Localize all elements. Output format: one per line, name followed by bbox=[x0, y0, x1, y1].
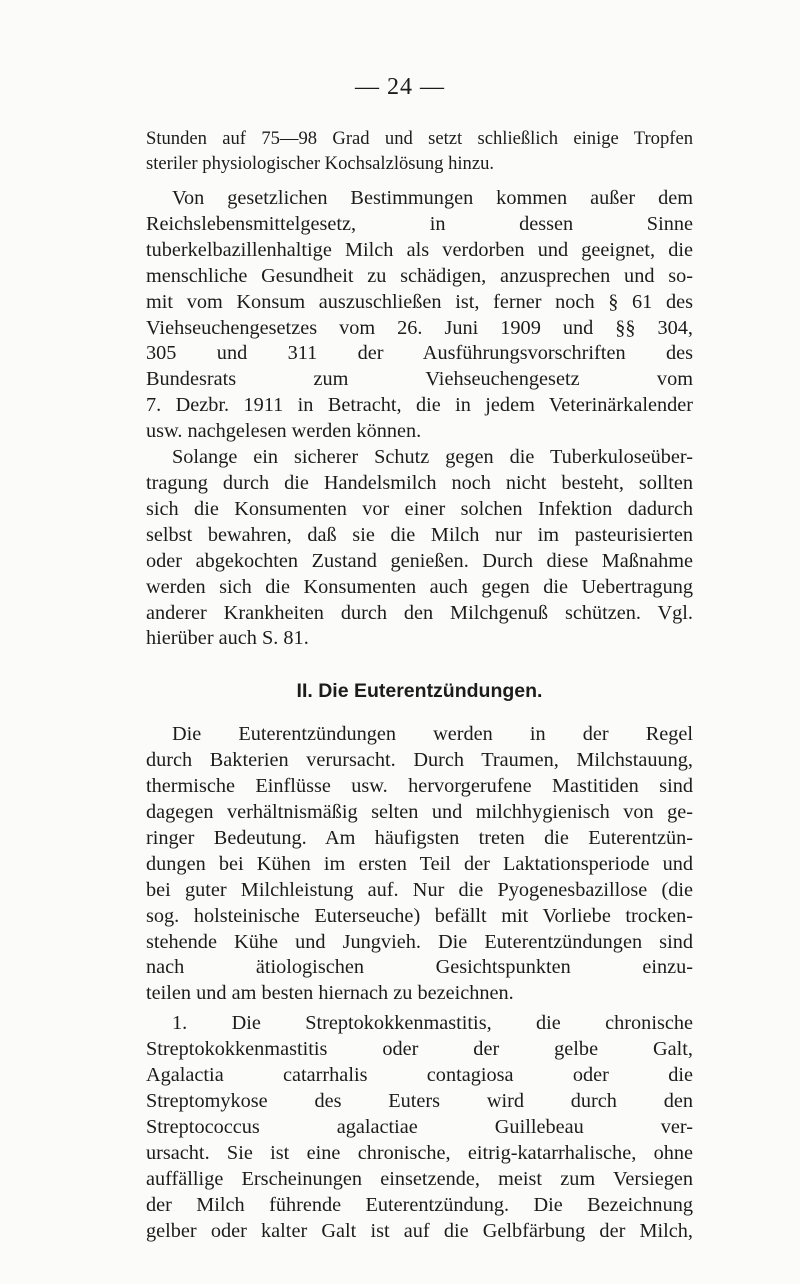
text-line: steriler physiologischer Kochsalzlösung hinzu. bbox=[146, 153, 495, 174]
text-line: thermische Einflüsse usw. hervorgerufene Mastitiden sind bbox=[146, 775, 693, 798]
text-line: ursacht. Sie ist eine chronische, eitrig-katarrhalische, ohne bbox=[146, 1141, 693, 1164]
text-line: Von gesetzlichen Bestimmungen kommen außer dem bbox=[172, 187, 693, 209]
paragraph bbox=[146, 126, 693, 176]
text-line: auffällige Erscheinungen einsetzende, meist zum Versiegen bbox=[146, 1167, 693, 1190]
text-line: sich die Konsumenten vor einer solchen Infektion dadurch bbox=[146, 497, 693, 520]
text-line: teilen und am besten hiernach zu bezeichnen. bbox=[146, 982, 514, 1005]
text-line: tragung durch die Handelsmilch noch nicht besteht, sollten bbox=[146, 471, 693, 494]
text-line: Bundesrats zum Viehseuchengesetz vom bbox=[146, 368, 693, 391]
text-line: Streptomykose des Euters wird durch den bbox=[146, 1090, 693, 1112]
text-line: Solange ein sicherer Schutz gegen die Tuberkuloseüber- bbox=[172, 446, 693, 469]
text-line: Agalactia catarrhalis contagiosa oder die bbox=[146, 1064, 693, 1087]
text-line: sog. holsteinische Euterseuche) befällt mit Vorliebe trocken- bbox=[146, 904, 693, 927]
text-line: Streptococcus agalactiae Guillebeau ver- bbox=[146, 1115, 693, 1138]
page-number: — 24 — bbox=[355, 74, 445, 100]
text-line: bei guter Milchleistung auf. Nur die Pyogenesbazillose (die bbox=[146, 878, 693, 901]
text-line: anderer Krankheiten durch den Milchgenuß schützen. Vgl. bbox=[146, 601, 693, 624]
text-line: gelber oder kalter Galt ist auf die Gelbfärbung der Milch, bbox=[146, 1219, 693, 1242]
paragraph bbox=[146, 445, 693, 652]
text-line: menschliche Gesundheit zu schädigen, anzusprechen und so- bbox=[146, 264, 693, 287]
text-line: werden sich die Konsumenten auch gegen die Uebertragung bbox=[146, 575, 693, 598]
text-line: dungen bei Kühen im ersten Teil der Laktationsperiode und bbox=[146, 852, 693, 875]
paragraph bbox=[146, 722, 693, 1007]
text-line: der Milch führende Euterentzündung. Die Bezeichnung bbox=[146, 1193, 693, 1216]
text-line: dagegen verhältnismäßig selten und milchhygienisch von ge- bbox=[146, 801, 693, 824]
text-line: Viehseuchengesetzes vom 26. Juni 1909 und §§ 304, bbox=[146, 316, 693, 339]
paragraph bbox=[146, 1011, 693, 1244]
body-text bbox=[146, 126, 693, 1244]
text-line: nach ätiologischen Gesichtspunkten einzu- bbox=[146, 956, 693, 979]
text-line: stehende Kühe und Jungvieh. Die Euterentzündungen sind bbox=[146, 930, 693, 953]
text-line: tuberkelbazillenhaltige Milch als verdorben und geeignet, die bbox=[146, 238, 693, 261]
text-line: Stunden auf 75—98 Grad und setzt schließlich einige Tropfen bbox=[146, 128, 693, 149]
text-line: oder abgekochten Zustand genießen. Durch diese Maßnahme bbox=[146, 549, 693, 572]
text-line: selbst bewahren, daß sie die Milch nur im pasteurisierten bbox=[146, 523, 693, 546]
text-line: Reichslebensmittelgesetz, in dessen Sinne bbox=[146, 212, 693, 235]
text-line: 7. Dezbr. 1911 in Betracht, die in jedem Veterinärkalender bbox=[146, 394, 693, 417]
text-line: 1. Die Streptokokkenmastitis, die chronische bbox=[172, 1012, 693, 1035]
text-line: Die Euterentzündungen werden in der Regel bbox=[172, 723, 693, 746]
paragraph bbox=[146, 186, 693, 445]
text-line: durch Bakterien verursacht. Durch Traumen, Milchstauung, bbox=[146, 749, 693, 772]
section-heading: II. Die Euterentzündungen. bbox=[296, 680, 543, 703]
text-line: mit vom Konsum auszuschließen ist, ferner noch § 61 des bbox=[146, 290, 693, 313]
text-line: 305 und 311 der Ausführungsvorschriften des bbox=[146, 342, 693, 365]
text-line: Streptokokkenmastitis oder der gelbe Galt, bbox=[146, 1038, 693, 1061]
text-line: hierüber auch S. 81. bbox=[146, 627, 309, 650]
text-line: ringer Bedeutung. Am häufigsten treten die Euterentzün- bbox=[146, 826, 693, 849]
text-line: usw. nachgelesen werden können. bbox=[146, 420, 422, 443]
